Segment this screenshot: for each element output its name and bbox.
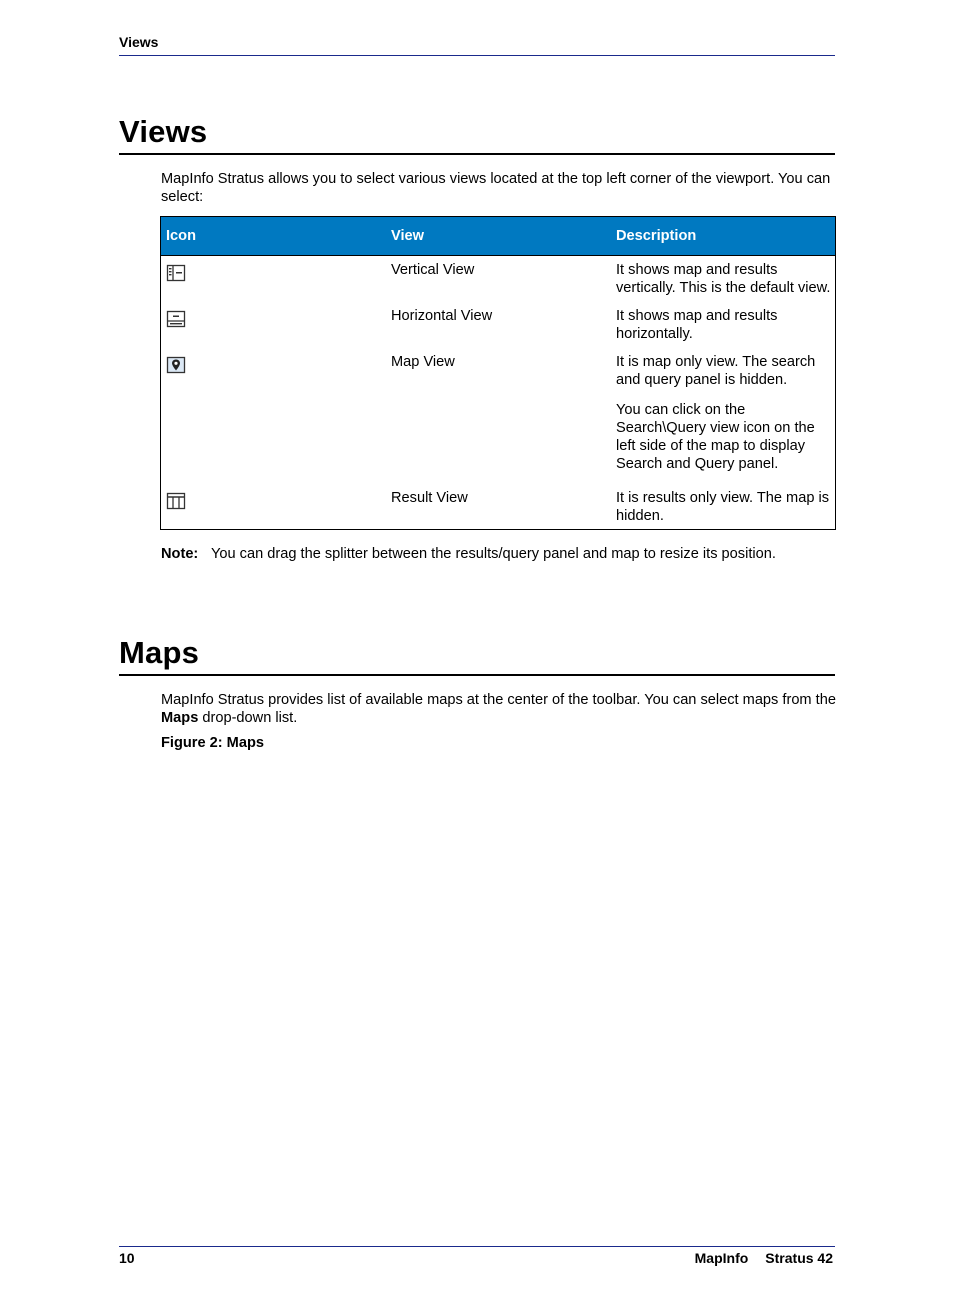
header-rule [119, 55, 835, 56]
views-heading-rule [119, 153, 835, 155]
footer-product-brand: MapInfo [694, 1250, 749, 1266]
vertical-view-icon [166, 264, 186, 282]
view-description: It is results only view. The map is hidden. [616, 489, 830, 524]
footer-rule [119, 1246, 835, 1247]
table-row [161, 302, 836, 348]
footer-product-name: Stratus 42 [765, 1250, 833, 1266]
views-table [160, 216, 836, 530]
result-view-icon [166, 492, 186, 510]
view-description: It shows map and results horizontally. [616, 307, 778, 342]
views-intro: MapInfo Stratus allows you to select various views located at the top left corner of the viewport. You can select: [161, 171, 831, 205]
maps-intro-text: MapInfo Stratus provides list of available maps at the center of the toolbar. You can select maps from the [161, 692, 836, 708]
view-name: Map View [391, 353, 455, 370]
view-description-extra: You can click on the Search\Query view icon on the left side of the map to display Search and Query panel. [616, 401, 815, 472]
table-row [161, 484, 836, 530]
view-name: Vertical View [391, 262, 475, 278]
maps-intro-bold: Maps [161, 710, 199, 726]
maps-heading-rule [119, 674, 835, 676]
views-heading: Views [119, 114, 208, 149]
note-text: You can drag the splitter between the results/query panel and map to resize its position. [211, 546, 776, 562]
figure-caption: Figure 2: Maps [161, 735, 264, 751]
page-number: 10 [119, 1250, 135, 1266]
maps-heading: Maps [119, 635, 200, 670]
icon-cell [161, 256, 387, 302]
running-head: Views [119, 34, 159, 50]
view-description-cell [611, 348, 836, 484]
footer-product [695, 1250, 833, 1266]
view-name: Result View [391, 489, 468, 506]
note [161, 545, 776, 563]
icon-cell [161, 302, 387, 348]
map-view-icon [166, 356, 186, 374]
table-header-row [161, 217, 836, 256]
view-description: It is map only view. The search and query panel is hidden. [616, 353, 816, 388]
table-row [161, 348, 836, 484]
header-view: View [386, 217, 611, 256]
table-row [161, 256, 836, 302]
horizontal-view-icon [166, 310, 186, 328]
view-name: Horizontal View [391, 307, 493, 324]
header-icon: Icon [161, 217, 387, 256]
maps-intro [161, 691, 841, 727]
note-label: Note: [161, 546, 199, 562]
icon-cell [161, 348, 387, 484]
maps-intro-text-end: drop-down list. [198, 710, 298, 726]
header-description: Description [611, 217, 836, 256]
view-description: It shows map and results vertically. This is the default view. [616, 262, 831, 296]
icon-cell [161, 484, 387, 530]
